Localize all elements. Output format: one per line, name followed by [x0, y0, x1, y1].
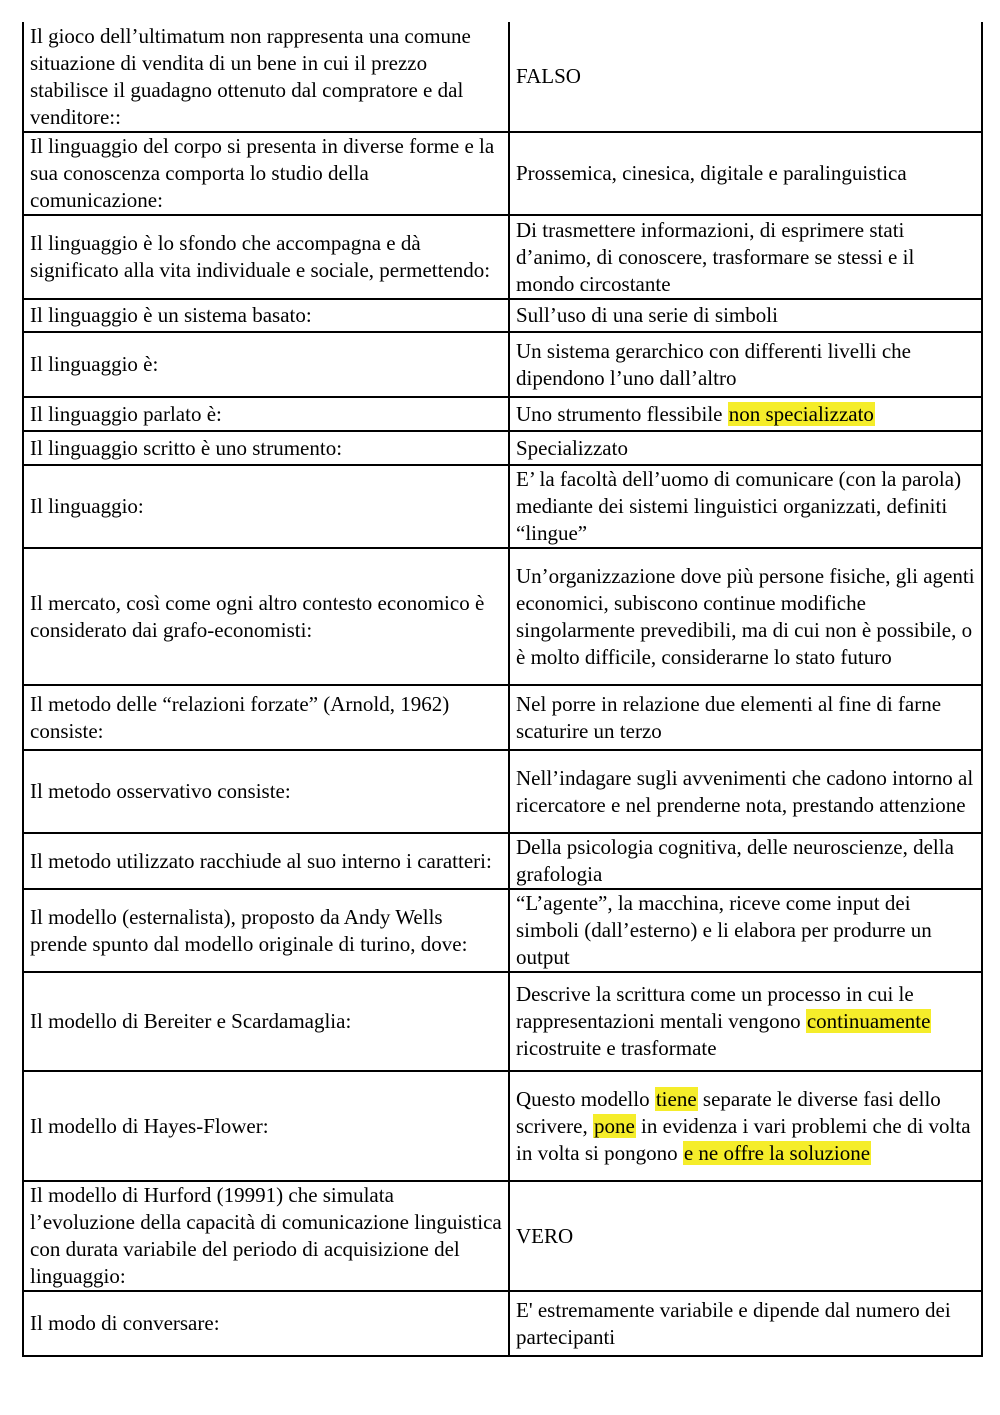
- answer-text: Nel porre in relazione due elementi al fine di farne scaturire un terzo: [516, 691, 942, 743]
- question-cell: Il linguaggio è lo sfondo che accompagna e dà significato alla vita individuale e sociale, permettendo:: [23, 215, 509, 299]
- question-cell: Il linguaggio del corpo si presenta in diverse forme e la sua conoscenza comporta lo studio della comunicazione:: [23, 132, 509, 215]
- table-row: [23, 750, 982, 833]
- question-cell: Il modello di Hayes-Flower:: [23, 1071, 509, 1181]
- question-cell: Il linguaggio parlato è:: [23, 397, 509, 431]
- table-body: [23, 22, 982, 1356]
- table-row: [23, 833, 982, 889]
- answer-cell: [509, 889, 982, 972]
- answer-cell: [509, 750, 982, 833]
- question-cell: Il modello di Hurford (19991) che simulata l’evoluzione della capacità di comunicazione linguistica con durata variabile del periodo di acquisizione del linguaggio:: [23, 1181, 509, 1291]
- answer-text: Specializzato: [516, 435, 628, 460]
- question-cell: Il linguaggio è:: [23, 332, 509, 397]
- highlighted-text: pone: [593, 1113, 635, 1138]
- table-row: [23, 889, 982, 972]
- highlighted-text: tiene: [655, 1086, 697, 1111]
- table-row: [23, 1291, 982, 1356]
- table-row: [23, 132, 982, 215]
- table-row: [23, 1181, 982, 1291]
- highlighted-text: continuamente: [806, 1009, 931, 1033]
- highlighted-text: non specializzato: [728, 401, 874, 426]
- answer-text: Nell’indagare sugli avvenimenti che cadono intorno al ricercatore e nel prenderne nota, prestando attenzione: [516, 765, 974, 817]
- answer-text: in evidenza i vari problemi che di volta in volta si pongono: [516, 1113, 971, 1165]
- answer-text: ricostruite e trasformate: [516, 1036, 717, 1060]
- answer-text: VERO: [516, 1223, 574, 1248]
- question-cell: Il metodo delle “relazioni forzate” (Arnold, 1962) consiste:: [23, 685, 509, 750]
- answer-text: Descrive la scrittura come un processo in cui le rappresentazioni mentali vengono: [516, 982, 914, 1033]
- question-answer-table: [22, 22, 983, 1357]
- answer-cell: [509, 332, 982, 397]
- question-cell: Il linguaggio:: [23, 465, 509, 548]
- answer-text: separate le diverse fasi dello scrivere,: [516, 1086, 941, 1138]
- question-cell: Il metodo utilizzato racchiude al suo interno i caratteri:: [23, 833, 509, 889]
- table-row: [23, 972, 982, 1071]
- question-cell: Il linguaggio è un sistema basato:: [23, 299, 509, 332]
- answer-text: Sull’uso di una serie di simboli: [516, 303, 778, 327]
- answer-cell: [509, 685, 982, 750]
- question-cell: Il modello di Bereiter e Scardamaglia:: [23, 972, 509, 1071]
- table-row: [23, 299, 982, 332]
- table-row: [23, 397, 982, 431]
- answer-cell: [509, 833, 982, 889]
- answer-cell: [509, 1181, 982, 1291]
- answer-cell: [509, 972, 982, 1071]
- answer-cell: [509, 132, 982, 215]
- answer-text: Uno strumento flessibile: [516, 401, 728, 426]
- question-cell: Il metodo osservativo consiste:: [23, 750, 509, 833]
- question-cell: Il mercato, così come ogni altro contesto economico è considerato dai grafo-economisti:: [23, 548, 509, 685]
- table-row: [23, 685, 982, 750]
- answer-cell: [509, 299, 982, 332]
- answer-text: Prossemica, cinesica, digitale e paralinguistica: [516, 161, 907, 185]
- highlighted-text: e ne offre la soluzione: [683, 1140, 871, 1165]
- answer-text: E' estremamente variabile e dipende dal numero dei partecipanti: [516, 1297, 951, 1349]
- answer-cell: [509, 548, 982, 685]
- answer-cell: [509, 1071, 982, 1181]
- table-row: [23, 431, 982, 465]
- answer-cell: [509, 465, 982, 548]
- answer-text: Della psicologia cognitiva, delle neuroscienze, della grafologia: [516, 835, 954, 886]
- table-row: [23, 215, 982, 299]
- answer-cell: [509, 215, 982, 299]
- table-row: [23, 332, 982, 397]
- answer-cell: [509, 22, 982, 132]
- question-cell: Il modo di conversare:: [23, 1291, 509, 1356]
- question-cell: Il linguaggio scritto è uno strumento:: [23, 431, 509, 465]
- answer-text: Un’organizzazione dove più persone fisiche, gli agenti economici, subiscono continue modifiche singolarmente prevedibili, ma di cui non è possibile, o è molto difficile, considerarne lo stato futuro: [516, 563, 975, 669]
- answer-cell: [509, 1291, 982, 1356]
- question-cell: Il gioco dell’ultimatum non rappresenta una comune situazione di vendita di un bene in cui il prezzo stabilisce il guadagno ottenuto dal compratore e dal venditore::: [23, 22, 509, 132]
- table-row: [23, 548, 982, 685]
- answer-text: Di trasmettere informazioni, di esprimere stati d’animo, di conoscere, trasformare se stessi e il mondo circostante: [516, 217, 915, 296]
- table-row: [23, 1071, 982, 1181]
- answer-text: Un sistema gerarchico con differenti livelli che dipendono l’uno dall’altro: [516, 338, 911, 390]
- answer-cell: [509, 431, 982, 465]
- answer-text: Questo modello: [516, 1086, 655, 1111]
- answer-text: “L’agente”, la macchina, riceve come input dei simboli (dall’esterno) e li elabora per produrre un output: [516, 891, 932, 969]
- answer-text: FALSO: [516, 64, 581, 88]
- table-row: [23, 465, 982, 548]
- question-cell: Il modello (esternalista), proposto da Andy Wells prende spunto dal modello originale di turino, dove:: [23, 889, 509, 972]
- answer-text: E’ la facoltà dell’uomo di comunicare (con la parola) mediante dei sistemi linguistici organizzati, definiti “lingue”: [516, 467, 962, 545]
- table-row: [23, 22, 982, 132]
- answer-cell: [509, 397, 982, 431]
